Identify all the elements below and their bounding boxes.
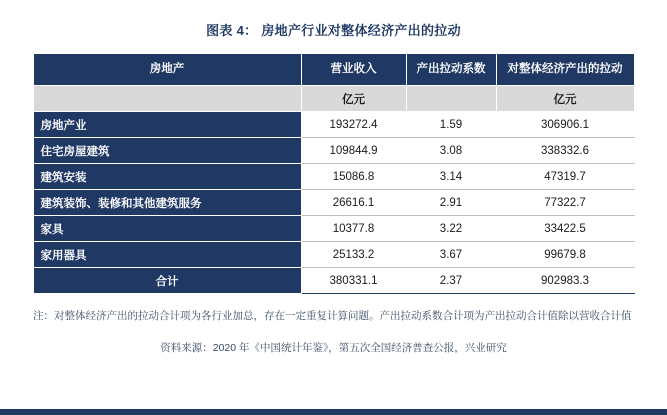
table-total-row [33, 268, 634, 294]
column-header-coefficient: 产出拉动系数 [406, 54, 496, 86]
table-row [33, 190, 634, 216]
table-row [33, 216, 634, 242]
row-label: 家具 [33, 216, 301, 242]
table-row [33, 164, 634, 190]
row-pull: 77322.7 [496, 190, 634, 216]
row-pull: 99679.8 [496, 242, 634, 268]
row-coefficient: 1.59 [406, 112, 496, 138]
row-label: 住宅房屋建筑 [33, 138, 301, 164]
column-header-revenue: 营业收入 [301, 54, 406, 86]
table-row [33, 138, 634, 164]
unit-cell-category [33, 86, 301, 112]
row-revenue: 193272.4 [301, 112, 406, 138]
row-label: 家用器具 [33, 242, 301, 268]
unit-cell-pull: 亿元 [496, 86, 634, 112]
unit-cell-revenue: 亿元 [301, 86, 406, 112]
table-row [33, 112, 634, 138]
row-revenue: 109844.9 [301, 138, 406, 164]
total-coefficient: 2.37 [406, 268, 496, 294]
row-pull: 33422.5 [496, 216, 634, 242]
column-header-category: 房地产 [33, 54, 301, 86]
row-pull: 306906.1 [496, 112, 634, 138]
row-revenue: 15086.8 [301, 164, 406, 190]
row-coefficient: 3.67 [406, 242, 496, 268]
row-coefficient: 2.91 [406, 190, 496, 216]
unit-cell-coefficient [406, 86, 496, 112]
total-pull: 902983.3 [496, 268, 634, 294]
total-label: 合计 [33, 268, 301, 294]
row-pull: 338332.6 [496, 138, 634, 164]
row-pull: 47319.7 [496, 164, 634, 190]
row-label: 建筑装饰、装修和其他建筑服务 [33, 190, 301, 216]
row-revenue: 10377.8 [301, 216, 406, 242]
row-coefficient: 3.14 [406, 164, 496, 190]
source-line: 资料来源：2020 年《中国统计年鉴》，第五次全国经济普查公报，兴业研究 [160, 341, 507, 354]
row-revenue: 26616.1 [301, 190, 406, 216]
table-unit-row [33, 86, 634, 112]
table-row [33, 242, 634, 268]
row-label: 建筑安装 [33, 164, 301, 190]
total-revenue: 380331.1 [301, 268, 406, 294]
row-coefficient: 3.22 [406, 216, 496, 242]
row-revenue: 25133.2 [301, 242, 406, 268]
column-header-pull: 对整体经济产出的拉动 [496, 54, 634, 86]
data-table [33, 53, 635, 294]
page-title: 图表 4： 房地产行业对整体经济产出的拉动 [206, 23, 461, 38]
row-coefficient: 3.08 [406, 138, 496, 164]
bottom-accent-bar [0, 409, 667, 415]
row-label: 房地产业 [33, 112, 301, 138]
table-note: 注：对整体经济产出的拉动合计项为各行业加总，存在一定重复计算问题。产出拉动系数合计项为产出拉动合计值除以营收合计值 [33, 310, 632, 322]
table-header-row [33, 54, 634, 86]
